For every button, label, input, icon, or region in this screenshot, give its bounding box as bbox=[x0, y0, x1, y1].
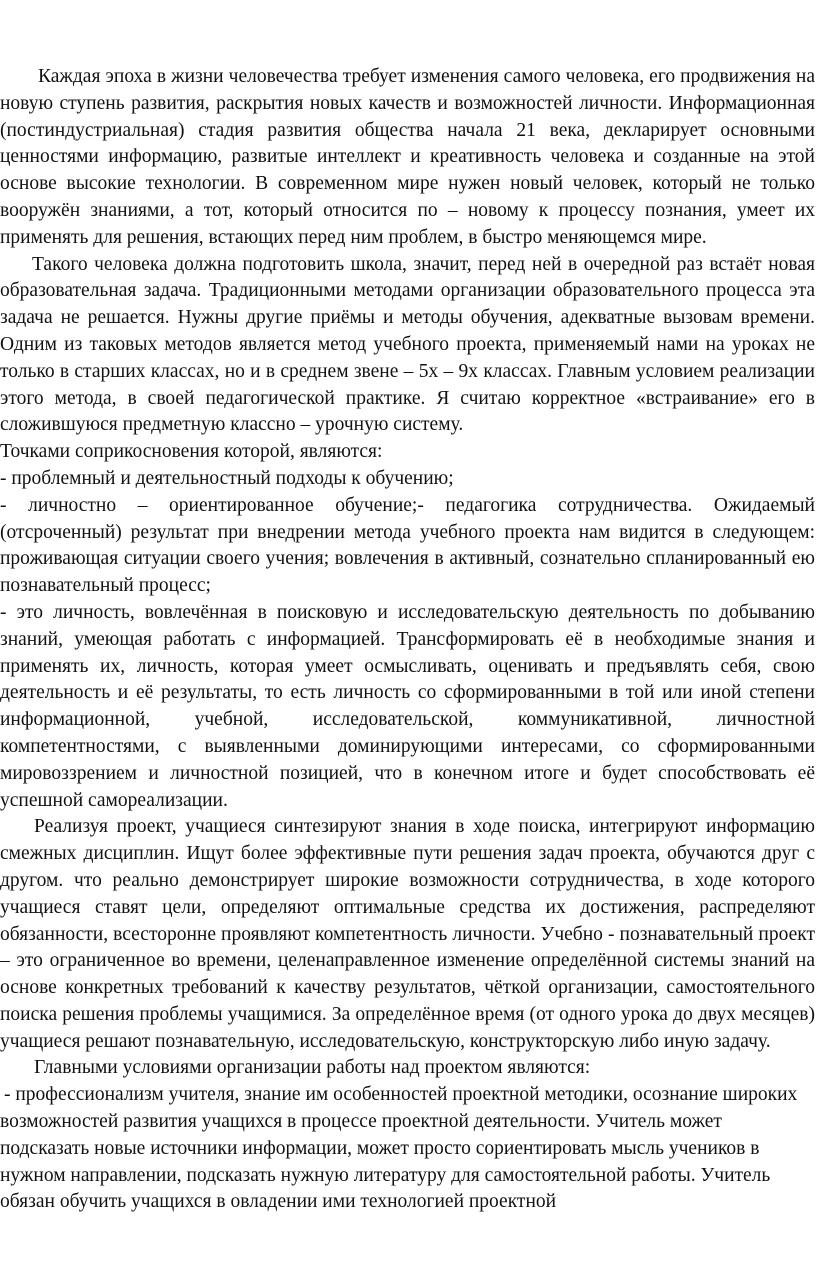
paragraph-epoch: Каждая эпоха в жизни человечества требует изменения самого человека, его продвижения на новую ступень развития, раскрытия новых качеств и возможностей личности. Информационная (постиндустриальная) стадия развития общества начала 21 века, декларирует основными ценностями информацию, развитые интеллект и креативность человека и созданные на этой основе высокие технологии. В современном мире нужен новый человек, который не только вооружён знаниями, а тот, который относится по – новому к процессу познания, умеет их применять для решения, встающих перед ним проблем, в быстро меняющемся мире. bbox=[0, 66, 815, 248]
list-item-personality: - это личность, вовлечённая в поисковую и исследовательскую деятельность по добыванию знаний, умеющая работать с информацией. Трансформировать её в необходимые знания и применять их, личность, которая умеет осмысливать, оценивать и предъявлять себя, свою деятельность и её результаты, то есть личность со сформированными в той или иной степени информационной, учебной, исследовательской, коммуникативной, личностной компетентностями, с выявленными доминирующими интересами, со сформированными мировоззрением и личностной позицией, что в конечном итоге и будет способствовать её успешной самореализации. bbox=[0, 601, 815, 811]
paragraph-project-realization: Реализуя проект, учащиеся синтезируют знания в ходе поиска, интегрируют информацию смежных дисциплин. Ищут более эффективные пути решения задач проекта, обучаются друг с другом. что реально демонстрирует широкие возможности сотрудничества, в ходе которого учащиеся ставят цели, определяют оптимальные средства их достижения, распределяют обязанности, всесторонне проявляют компетентность личности. Учебно - познавательный проект – это ограниченное во времени, целенаправленное изменение определённой системы знаний на основе конкретных требований к качеству результатов, чёткой организации, самостоятельного поиска решения проблемы учащимися. За определённое время (от одного урока до двух месяцев) учащиеся решают познавательную, исследовательскую, конструкторскую либо иную задачу. bbox=[0, 816, 815, 1052]
paragraph-school-task: Такого человека должна подготовить школа, значит, перед ней в очередной раз встаёт новая образовательная задача. Традиционными методами организации образовательного процесса эта задача не решается. Нужны другие приёмы и методы обучения, адекватные вызовам времени. Одним из таковых методов является метод учебного проекта, применяемый нами на уроках не только в старших классах, но и в среднем звене – 5х – 9х классах. Главным условием реализации этого метода, в своей педагогической практике. Я считаю корректное «встраивание» его в сложившуюся предметную классно – урочную систему. bbox=[0, 253, 815, 436]
list-item-personal-learning: - личностно – ориентированное обучение;- педагогика сотрудничества. Ожидаемый (отсроченный) результат при внедрении метода учебного проекта нам видится в следующем: проживающая ситуации своего учения; вовлечения в активный, сознательно спланированный ею познавательный процесс; bbox=[0, 494, 815, 597]
document-page bbox=[0, 64, 816, 1264]
paragraph-main-conditions: Главными условиями организации работы над проектом являются: bbox=[34, 1057, 591, 1079]
paragraph-teacher-professionalism: - профессионализм учителя, знание им особенностей проектной методики, осознание широких возможностей развития учащихся в процессе проектной деятельности. Учитель может подсказать новые источники информации, может просто сориентировать мысль учеников в нужном направлении, подсказать нужную литературу для самостоятельной работы. Учитель обязан обучить учащихся в овладении ими технологией проектной bbox=[0, 1084, 798, 1213]
paragraph-contact-points: Точками соприкосновения которой, являются: bbox=[0, 441, 383, 463]
list-item-problem-approach: - проблемный и деятельностный подходы к обучению; bbox=[0, 467, 454, 489]
